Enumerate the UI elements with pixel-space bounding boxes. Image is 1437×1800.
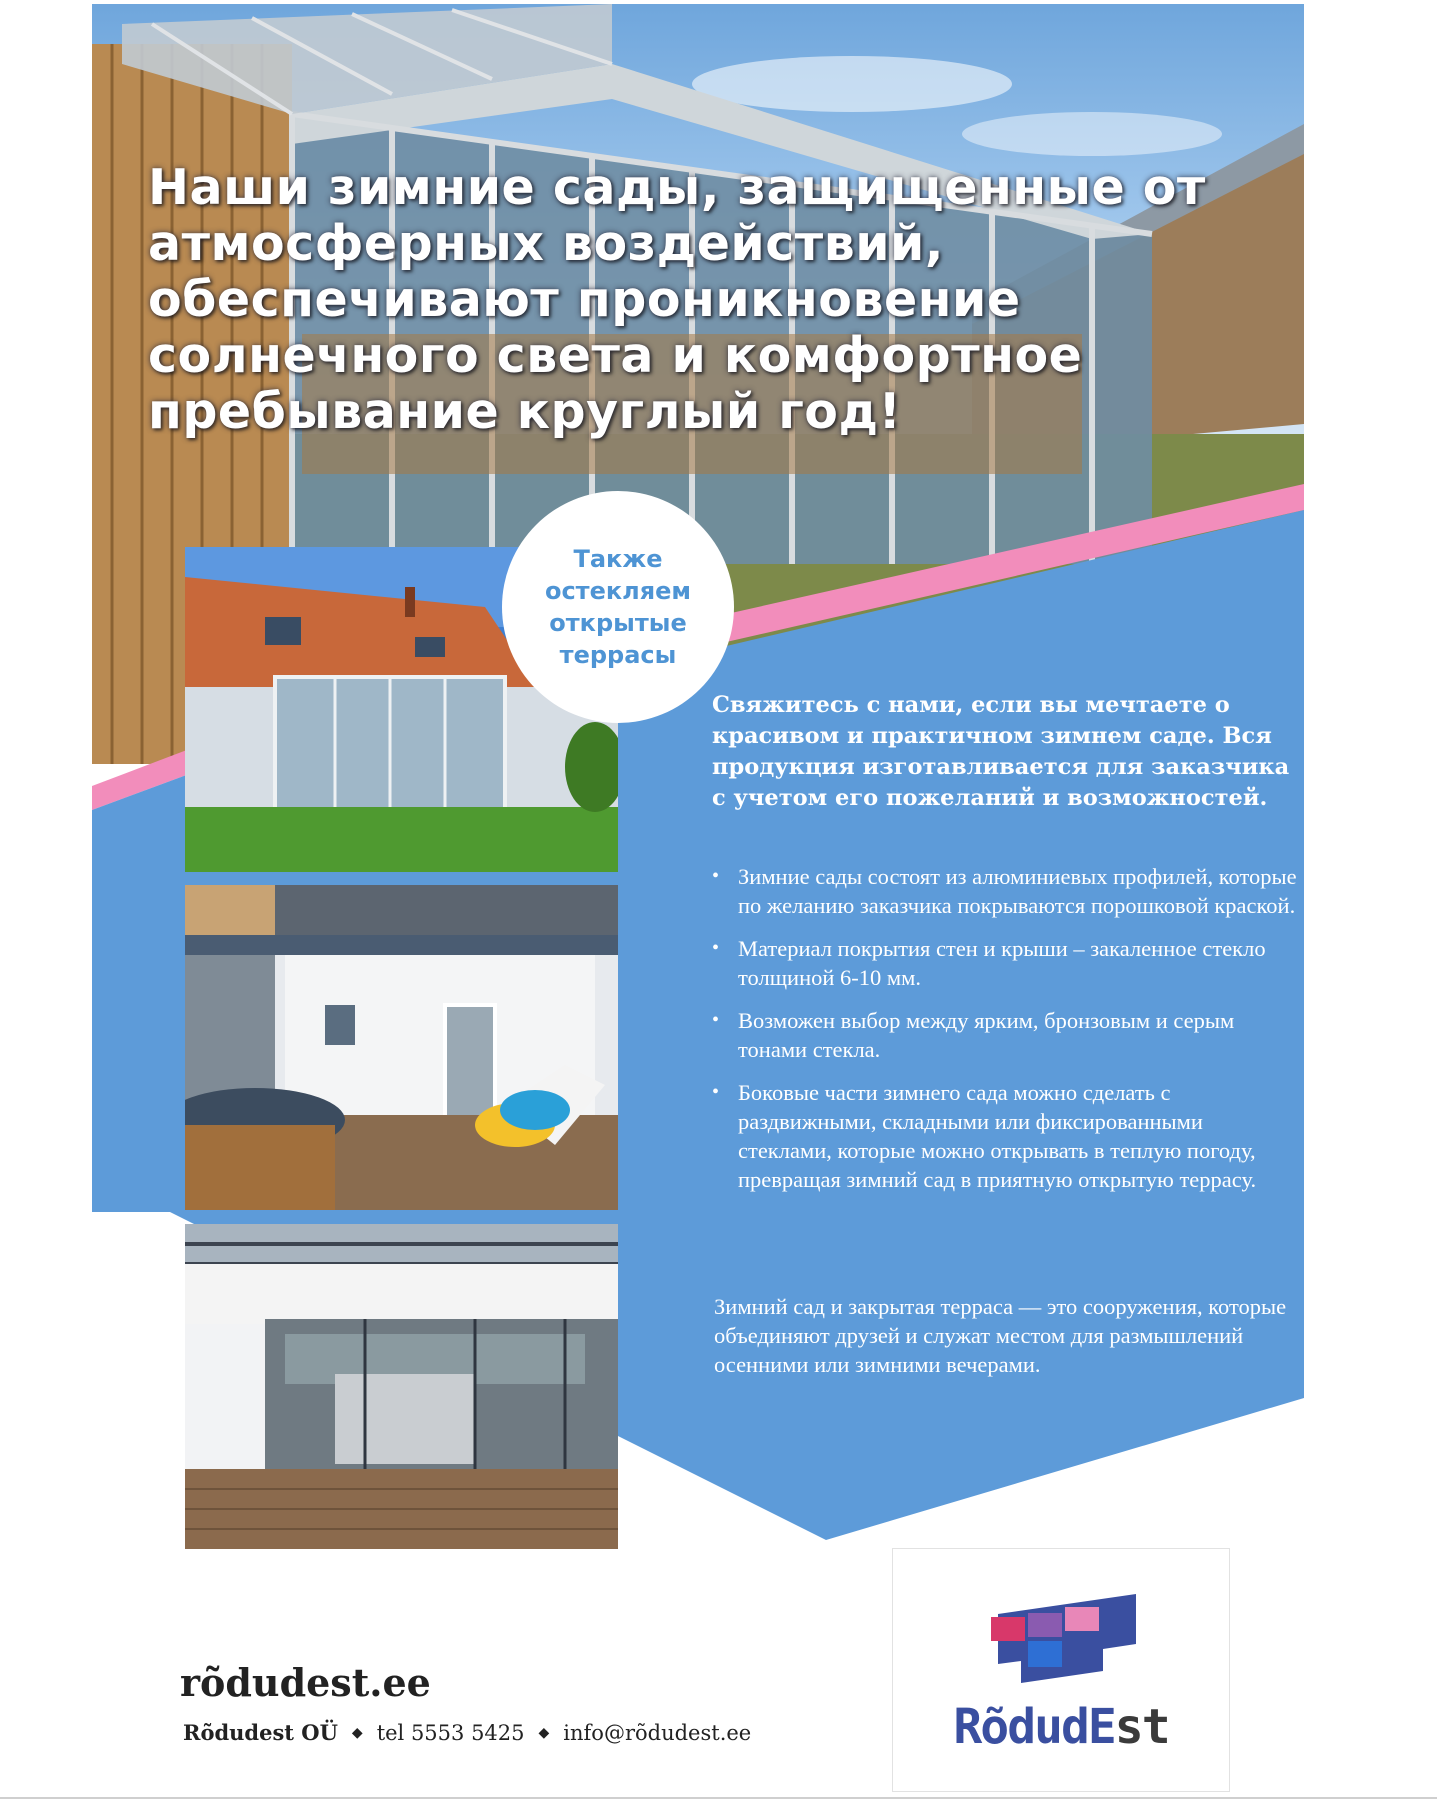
company-logo — [892, 1548, 1230, 1792]
contact-line — [183, 1720, 751, 1745]
feature-item — [712, 1078, 1297, 1194]
badge-text: Также остекляем открытые террасы — [544, 545, 692, 669]
photo-patio-hot-tub — [185, 885, 618, 1210]
feature-text: Боковые части зимнего сада можно сделать с раздвижными, складными или фиксированными стеклами, которые можно открывать в теплую погоду, превращая зимний сад в приятную открытую террасу. — [738, 1080, 1257, 1192]
bullet-icon: • — [712, 937, 720, 959]
bottom-rule — [0, 1797, 1437, 1799]
features-list — [712, 862, 1297, 1208]
phone-number[interactable]: tel 5553 5425 — [376, 1720, 525, 1745]
terrace-badge — [502, 491, 734, 723]
company-name: Rõdudest OÜ — [183, 1720, 338, 1745]
bullet-icon: • — [712, 1081, 720, 1103]
feature-item — [712, 862, 1297, 920]
separator-icon: ◆ — [351, 1724, 363, 1741]
bullet-icon: • — [712, 865, 720, 887]
closing-text: Зимний сад и закрытая терраса — это сооружения, которые объединяют друзей и служат местом для размышлений осенними или зимними вечерами. — [714, 1294, 1287, 1377]
feature-text: Материал покрытия стен и крыши – закаленное стекло толщиной 6-10 мм. — [738, 936, 1266, 990]
feature-text: Зимние сады состоят из алюминиевых профилей, которые по желанию заказчика покрываются порошковой краской. — [738, 864, 1297, 918]
website-url[interactable]: rõdudest.ee — [180, 1660, 431, 1705]
intro-text: Свяжитесь с нами, если вы мечтаете о красивом и практичном зимнем саде. Вся продукция изготавливается для заказчика с учетом его пожеланий и возможностей. — [712, 692, 1290, 811]
photo-enclosed-terrace — [185, 1224, 618, 1549]
feature-text: Возможен выбор между ярким, бронзовым и серым тонами стекла. — [738, 1008, 1235, 1062]
logo-wordmark: RõdudEst — [953, 1699, 1169, 1755]
headline: Наши зимние сады, защищенные от атмосферных воздействий, обеспечивают проникновение солнечного света и комфортное пребывание круглый год! — [148, 159, 1206, 440]
separator-icon: ◆ — [538, 1724, 550, 1741]
feature-item — [712, 934, 1297, 992]
bullet-icon: • — [712, 1009, 720, 1031]
feature-item — [712, 1006, 1297, 1064]
email-address[interactable]: info@rõdudest.ee — [563, 1720, 752, 1745]
